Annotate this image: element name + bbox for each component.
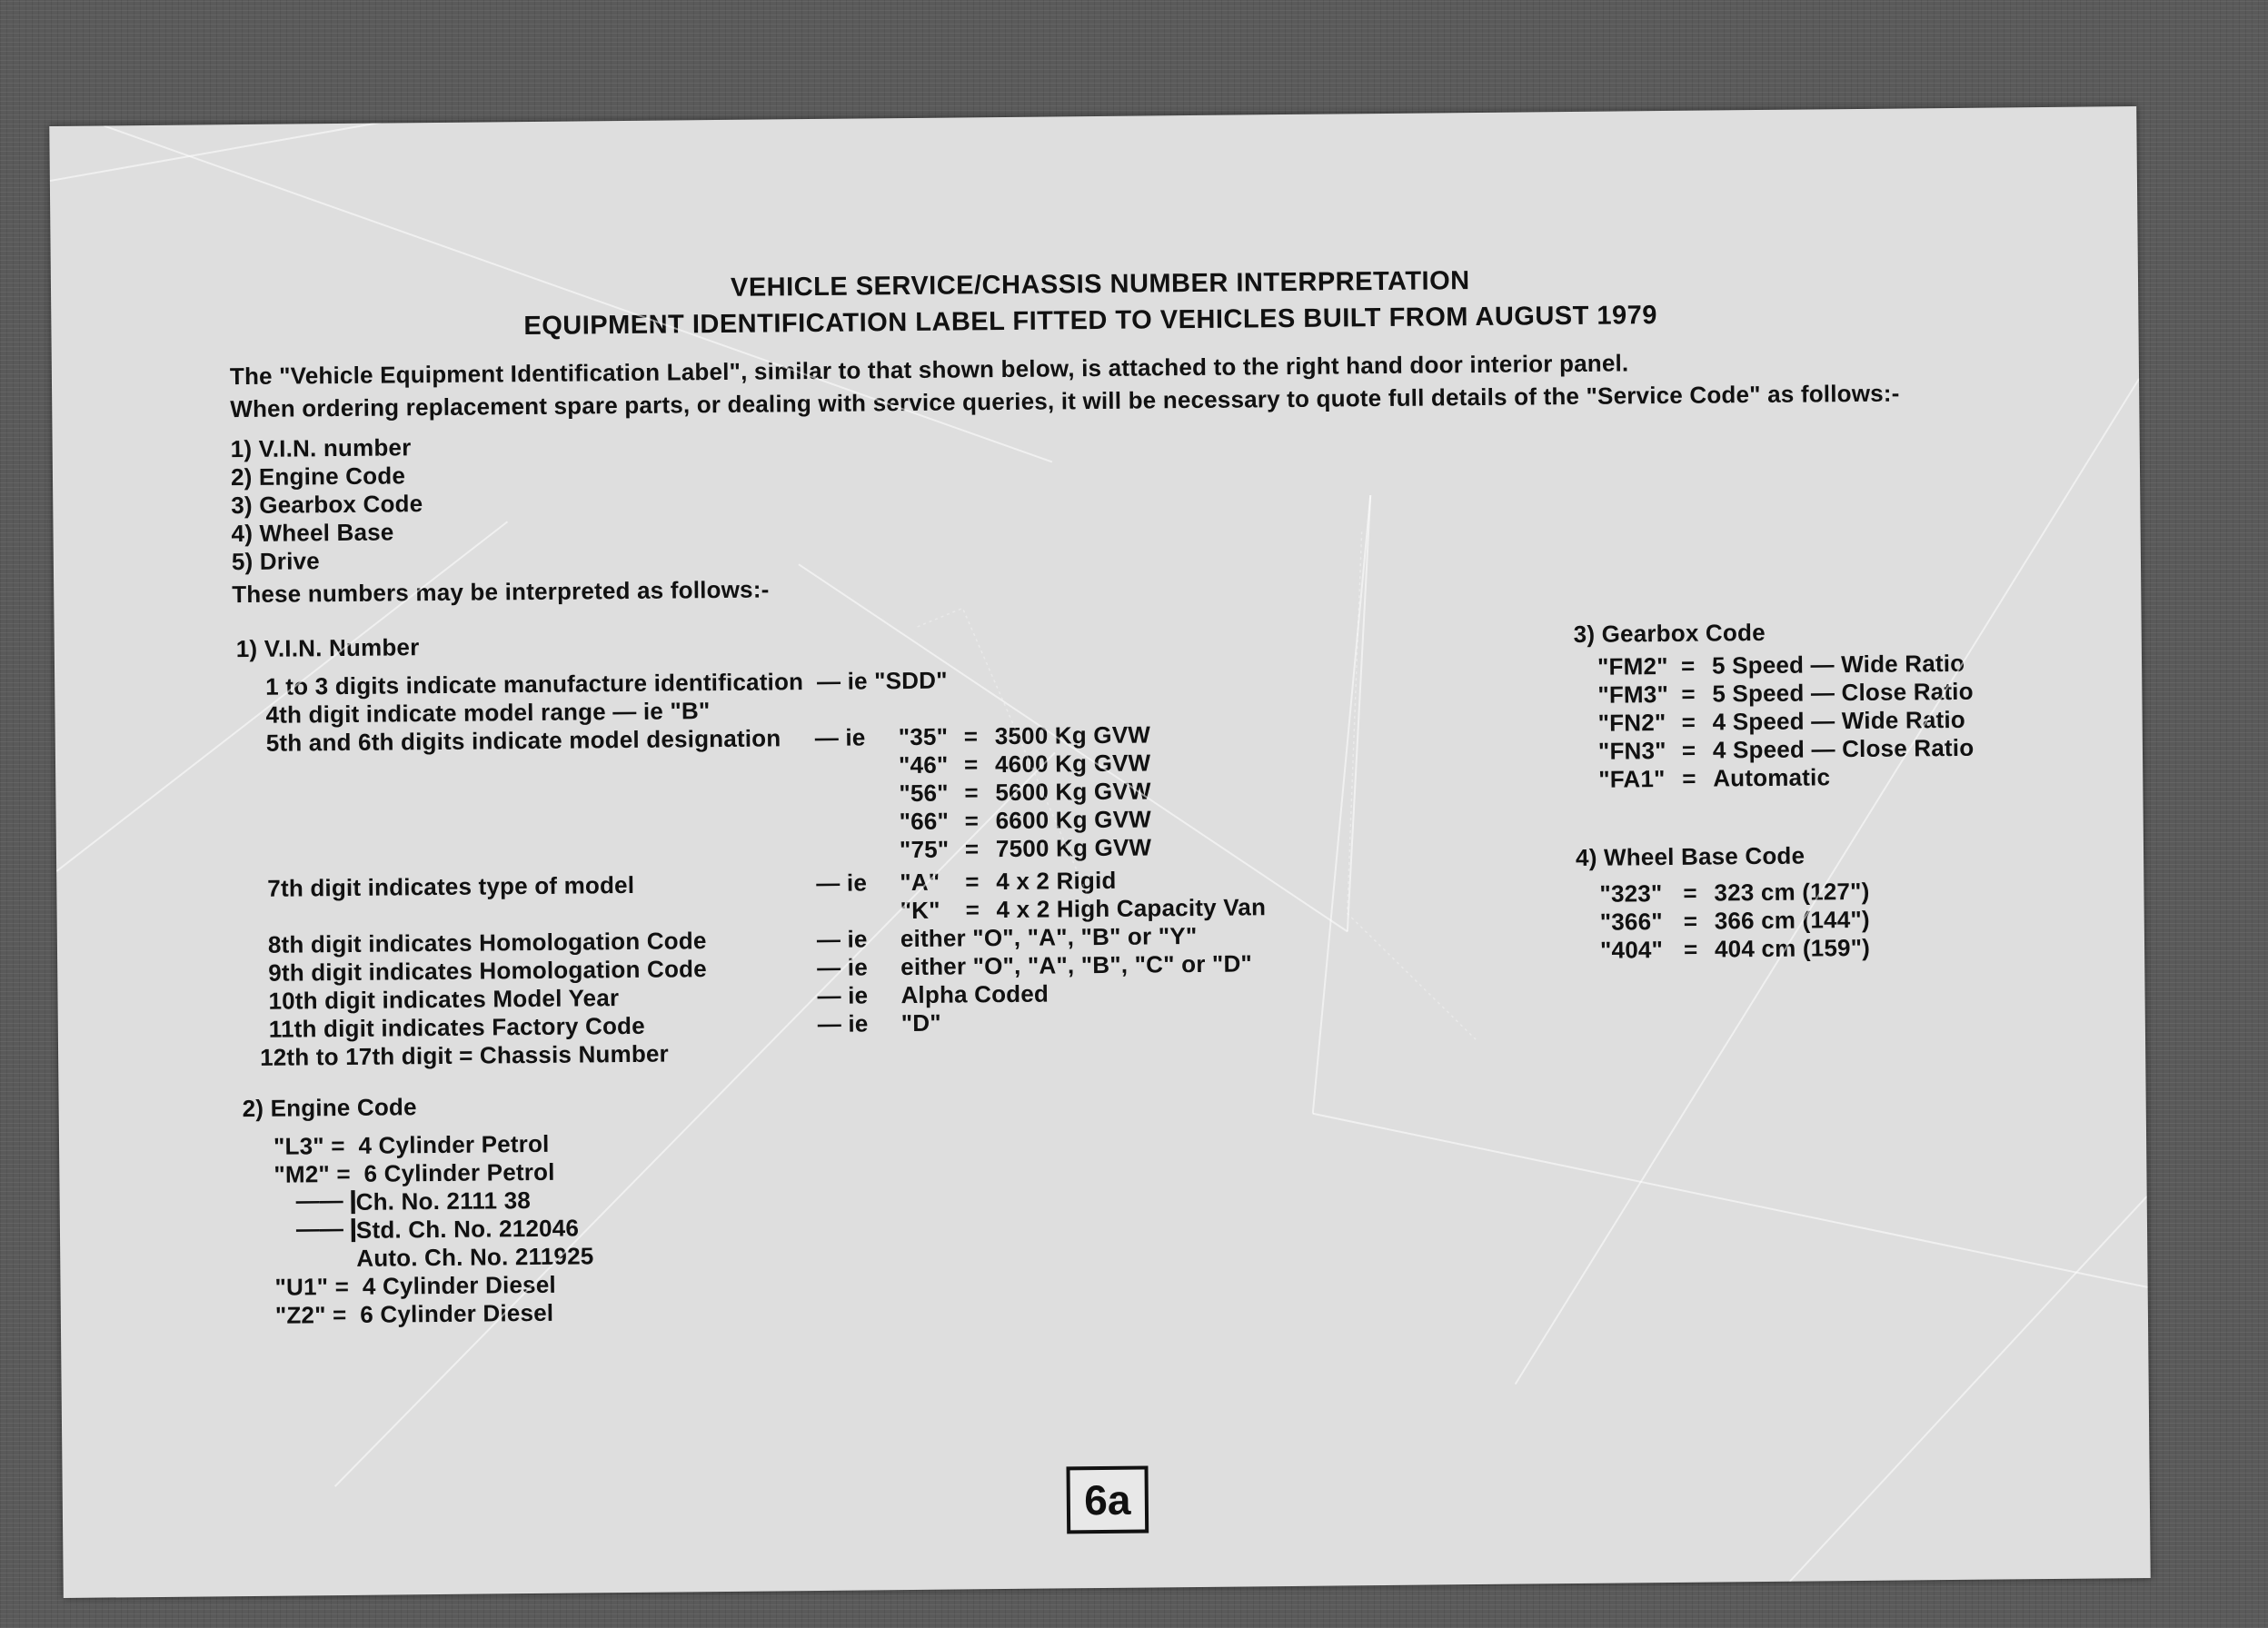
vin-ie-7: — ie <box>816 869 868 897</box>
gvw-code-66: "66" <box>899 807 950 836</box>
vin-line-8: 8th digit indicates Homologation Code <box>267 927 707 958</box>
wheelbase-value-366: 366 cm (144") <box>1714 905 1870 935</box>
vin-ie-8: — ie <box>816 925 868 953</box>
wheelbase-eq-323: = <box>1683 879 1697 907</box>
gvw-eq-66: = <box>964 807 980 835</box>
scratch-overlay <box>49 106 2150 1598</box>
gvw-code-46: "46" <box>898 750 949 779</box>
wheelbase-heading: 4) Wheel Base Code <box>1575 841 1805 871</box>
type-eq-k: = <box>965 896 980 924</box>
engine-row-std: Std. Ch. No. 212046 <box>355 1214 580 1244</box>
title-line-2: EQUIPMENT IDENTIFICATION LABEL FITTED TO VEHICLES BUILT FROM AUGUST 1979 <box>523 301 1658 342</box>
arrow-icon-1: ——❙ <box>295 1186 363 1215</box>
type-eq-a: = <box>965 868 980 896</box>
vin-line-10-value: Alpha Coded <box>900 979 1049 1009</box>
wheelbase-eq-404: = <box>1683 935 1698 963</box>
vin-ie-3: — ie <box>814 723 866 752</box>
engine-row-chno: Ch. No. 2111 38 <box>355 1186 532 1216</box>
gearbox-eq-fn2: = <box>1681 708 1696 736</box>
type-code-k: "K" <box>900 896 940 925</box>
intro-line-2: When ordering replacement spare parts, or dealing with service queries, it will be necessary to quote full details of the "Service Code" as follows:- <box>230 379 1900 423</box>
wheelbase-code-366: "366" <box>1599 908 1663 936</box>
wheelbase-value-404: 404 cm (159") <box>1714 933 1871 963</box>
vin-ie-11: — ie <box>817 1009 869 1037</box>
gearbox-eq-fa1: = <box>1682 764 1696 792</box>
vin-line-9: 9th digit indicates Homologation Code <box>268 955 707 987</box>
vin-line-11: 11th digit indicates Factory Code <box>268 1011 645 1043</box>
type-code-a: "A" <box>900 868 940 897</box>
interpret-line: These numbers may be interpreted as follows:- <box>232 575 770 609</box>
item-drive: 5) Drive <box>231 547 321 576</box>
wheelbase-code-404: "404" <box>1599 936 1664 964</box>
vin-line-1: 1 to 3 digits indicate manufacture identification — ie "SDD" <box>265 666 948 700</box>
arrow-icon-2: ——❙ <box>295 1214 363 1243</box>
wheelbase-code-323: "323" <box>1599 879 1663 908</box>
item-gearbox: 3) Gearbox Code <box>231 490 423 520</box>
gvw-code-35: "35" <box>898 722 949 751</box>
vin-line-8-value: either "O", "A", "B" or "Y" <box>900 921 1198 953</box>
type-value-k: 4 x 2 High Capacity Van <box>996 893 1267 924</box>
vin-line-3: 5th and 6th digits indicate model designation <box>265 724 781 757</box>
gearbox-value-fn3: 4 Speed — Close Ratio <box>1712 733 1975 764</box>
gearbox-heading: 3) Gearbox Code <box>1573 618 1766 648</box>
gvw-value-75: 7500 Kg GVW <box>995 833 1152 863</box>
gvw-value-66: 6600 Kg GVW <box>995 805 1152 835</box>
vin-line-12: 12th to 17th digit = Chassis Number <box>259 1039 670 1071</box>
gvw-code-56: "56" <box>899 779 949 808</box>
item-engine: 2) Engine Code <box>230 462 406 491</box>
wheelbase-value-323: 323 cm (127") <box>1714 877 1870 907</box>
vin-heading: 1) V.I.N. Number <box>235 633 420 663</box>
gearbox-eq-fm3: = <box>1681 680 1696 708</box>
type-value-a: 4 x 2 Rigid <box>996 866 1117 896</box>
engine-row-l3: "L3" = 4 Cylinder Petrol <box>273 1129 550 1160</box>
item-vin: 1) V.I.N. number <box>230 433 412 463</box>
vin-line-11-value: "D" <box>900 1008 941 1037</box>
gearbox-code-fm3: "FM3" <box>1597 680 1669 709</box>
intro-line-1: The "Vehicle Equipment Identification Label", similar to that shown below, is attached to the right hand door interior panel. <box>229 349 1629 391</box>
vin-line-10: 10th digit indicates Model Year <box>268 984 620 1015</box>
gearbox-value-fn2: 4 Speed — Wide Ratio <box>1712 705 1966 736</box>
vin-ie-9: — ie <box>817 953 869 981</box>
engine-row-u1: "U1" = 4 Cylinder Diesel <box>274 1270 556 1301</box>
gvw-eq-56: = <box>964 779 979 807</box>
gearbox-code-fa1: "FA1" <box>1598 765 1666 793</box>
vin-line-2: 4th digit indicate model range — ie "B" <box>265 697 711 729</box>
engine-row-z2: "Z2" = 6 Cylinder Diesel <box>274 1298 554 1329</box>
document-card <box>49 106 2150 1598</box>
gearbox-code-fn2: "FN2" <box>1597 709 1666 737</box>
gearbox-value-fa1: Automatic <box>1713 763 1831 792</box>
gvw-code-75: "75" <box>899 835 950 864</box>
engine-row-auto: Auto. Ch. No. 211925 <box>356 1242 594 1272</box>
gearbox-eq-fm2: = <box>1680 651 1696 680</box>
wheelbase-eq-366: = <box>1683 907 1698 935</box>
gearbox-code-fn3: "FN3" <box>1597 737 1666 765</box>
vin-line-7: 7th digit indicates type of model <box>267 870 635 902</box>
title-line-1: VEHICLE SERVICE/CHASSIS NUMBER INTERPRETATION <box>730 266 1470 303</box>
gvw-eq-35: = <box>963 722 979 750</box>
gvw-value-46: 4600 Kg GVW <box>994 749 1151 779</box>
vin-ie-10: — ie <box>817 981 869 1009</box>
vin-line-9-value: either "O", "A", "B", "C" or "D" <box>900 949 1253 981</box>
page-number: 6a <box>1066 1466 1149 1534</box>
engine-heading: 2) Engine Code <box>242 1093 417 1123</box>
gearbox-value-fm2: 5 Speed — Wide Ratio <box>1711 649 1965 680</box>
gvw-value-56: 5600 Kg GVW <box>995 777 1151 807</box>
gvw-eq-75: = <box>964 835 980 863</box>
item-wheelbase: 4) Wheel Base <box>231 518 394 548</box>
engine-row-m2: "M2" = 6 Cylinder Petrol <box>274 1157 555 1188</box>
gvw-eq-46: = <box>963 750 979 779</box>
gvw-value-35: 3500 Kg GVW <box>994 720 1151 750</box>
gearbox-code-fm2: "FM2" <box>1597 651 1668 680</box>
gearbox-eq-fn3: = <box>1681 736 1696 764</box>
gearbox-value-fm3: 5 Speed — Close Ratio <box>1712 677 1974 708</box>
